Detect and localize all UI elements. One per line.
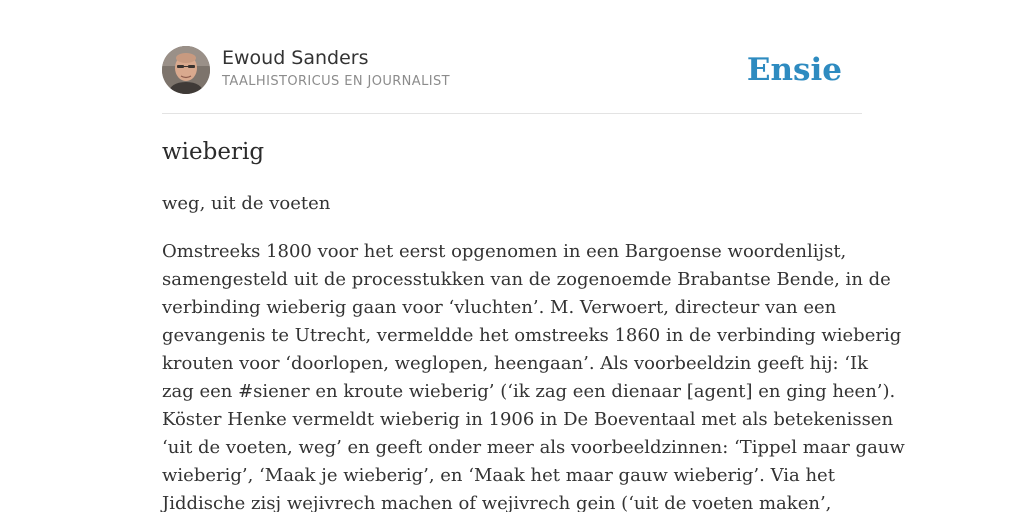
body-line: samengesteld uit de processtukken van de zogenoemde Brabantse Bende, in de [162,269,891,290]
author-avatar[interactable] [162,46,210,94]
entry-title: wieberig [162,139,265,165]
body-line: Köster Henke vermeldt wieberig in 1906 in De Boeventaal met als betekenissen [162,409,894,430]
entry-body [162,238,905,512]
author-header [162,46,862,96]
body-line: Omstreeks 1800 voor het eerst opgenomen in een Bargoense woordenlijst, [162,241,847,262]
body-line: Jiddische zisj wejivrech machen of wejivrech gein (‘uit de voeten maken’, [162,493,832,512]
author-role: TAALHISTORICUS EN JOURNALIST [222,74,450,89]
body-line: zag een #siener en kroute wieberig’ (‘ik zag een dienaar [agent] en ging heen’). [162,381,896,402]
author-name[interactable]: Ewoud Sanders [222,47,369,69]
body-line: wieberig’, ‘Maak je wieberig’, en ‘Maak het maar gauw wieberig’. Via het [162,465,835,486]
avatar-portrait-icon [162,46,210,94]
header-divider [162,113,862,114]
body-line: verbinding wieberig gaan voor ‘vluchten’. M. Verwoert, directeur van een [162,297,837,318]
body-line: ‘uit de voeten, weg’ en geeft onder meer als voorbeeldzinnen: ‘Tippel maar gauw [162,437,905,458]
body-line: krouten voor ‘doorlopen, weglopen, heengaan’. Als voorbeeldzin geeft hij: ‘Ik [162,353,868,374]
entry-definition: weg, uit de voeten [162,193,331,214]
brand-logo[interactable]: Ensie [746,52,842,88]
body-line: gevangenis te Utrecht, vermeldde het omstreeks 1860 in de verbinding wieberig [162,325,902,346]
